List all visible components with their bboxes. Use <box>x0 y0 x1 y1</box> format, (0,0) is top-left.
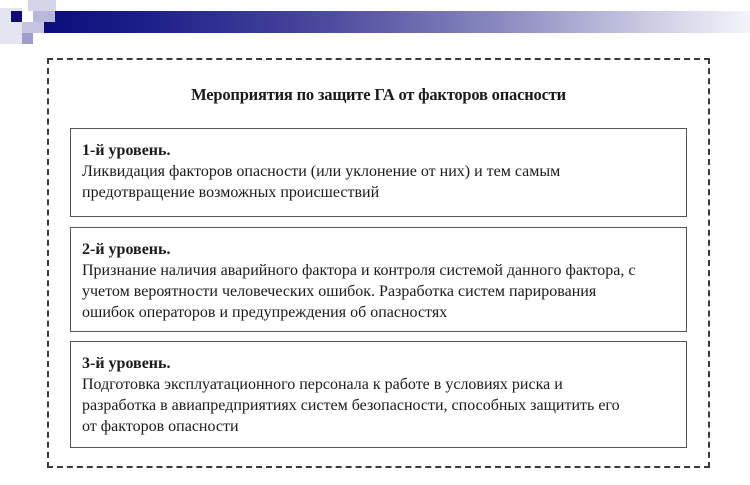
level-2-text-line: ошибок операторов и предупреждения об опасностях <box>82 304 448 321</box>
decor-square-light-top <box>28 0 56 11</box>
level-1-text-line: предотвращение возможных происшествий <box>82 184 380 201</box>
level-3-text-line: Подготовка эксплуатационного персонала к работе в условиях риска и <box>82 376 563 393</box>
decor-square-lower <box>22 22 44 33</box>
level-3-box <box>70 341 687 448</box>
decor-square-mid <box>33 11 55 22</box>
level-3-heading: 3-й уровень. <box>82 355 171 372</box>
level-2-box <box>70 227 687 332</box>
header-gradient-banner <box>40 11 750 33</box>
level-2-text-line: Признание наличия аварийного фактора и контроля системой данного фактора, с <box>82 262 636 279</box>
level-1-text-line: Ликвидация факторов опасности (или уклонение от них) и тем самым <box>82 163 561 180</box>
level-1-box <box>70 128 687 217</box>
level-3-text-line: разработка в авиапредприятиях систем безопасности, способных защитить его <box>82 397 620 414</box>
level-2-text-line: учетом вероятности человеческих ошибок. Разработка систем парирования <box>82 283 597 300</box>
level-3-text-line: от факторов опасности <box>82 418 239 435</box>
level-2-heading: 2-й уровень. <box>82 241 171 258</box>
level-1-heading: 1-й уровень. <box>82 142 171 159</box>
decor-square-dark <box>11 11 22 22</box>
page-title: Мероприятия по защите ГА от факторов опасности <box>191 85 566 104</box>
decor-square-bottom <box>22 33 33 44</box>
